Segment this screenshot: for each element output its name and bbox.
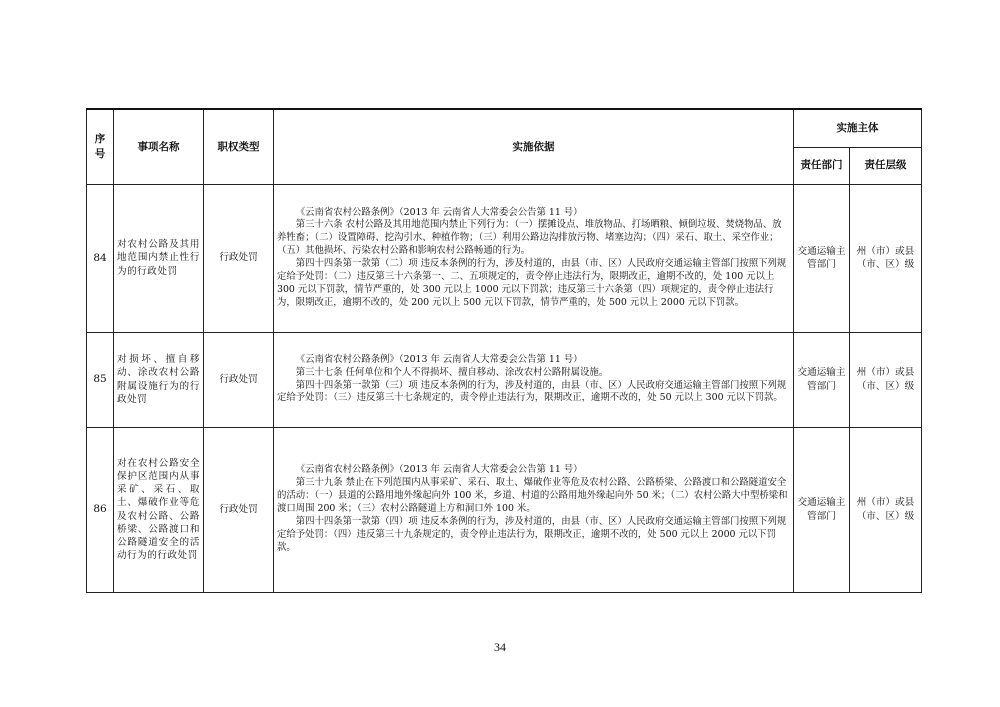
basis-paragraph: 第三十六条 农村公路及其用地范围内禁止下列行为：（一）摆摊设点、堆放物品、打场晒粮、倾倒垃圾、焚烧物品、放养牲畜；（二）设置障碍、挖沟引水、种植作物；（三）利用公路边沟排放污物、堵塞边沟；（四）采石、取土、采空作业；（五）其他损坏、污染农村公路和影响农村公路畅通的行为。 xyxy=(277,219,782,257)
table-row xyxy=(87,427,922,592)
row-basis xyxy=(274,184,794,332)
row-type: 行政处罚 xyxy=(204,184,274,332)
header-seq: 序号 xyxy=(87,109,114,184)
header-type: 职权类型 xyxy=(204,109,274,184)
row-dept: 交通运输主管部门 xyxy=(794,184,850,332)
header-basis: 实施依据 xyxy=(274,109,794,184)
basis-paragraph: 第三十九条 禁止在下列范围内从事采矿、采石、取土、爆破作业等危及农村公路、公路桥梁、公路渡口和公路隧道安全的活动：（一）县道的公路用地外缘起向外 100 米，乡道、村道的公路用地外缘起向外 50 米；（二）农村公路大中型桥梁和渡口周围 200 米；（三）农村公路隧道上方和洞口外 100 米。 xyxy=(277,477,788,515)
row-basis xyxy=(274,427,794,592)
row-seq: 84 xyxy=(87,184,114,332)
authority-table xyxy=(86,108,922,593)
row-seq: 85 xyxy=(87,332,114,427)
row-name: 对农村公路及其用地范围内禁止性行为的行政处罚 xyxy=(114,184,204,332)
page-number: 34 xyxy=(494,640,506,654)
row-level: 州（市）或县（市、区）级 xyxy=(850,427,922,592)
row-level: 州（市）或县（市、区）级 xyxy=(850,332,922,427)
basis-paragraph: 《云南省农村公路条例》（2013 年 云南省人大常委会公告第 11 号） xyxy=(295,464,583,476)
basis-paragraph: 第四十四条第一款第（三）项 违反本条例的行为，涉及村道的，由县（市、区）人民政府交通运输主管部门按照下列规定给予处罚：（三）违反第三十七条规定的，责令停止违法行为，限期改正，逾期不改的，处 50 元以上 300 元以下罚款。 xyxy=(277,379,787,404)
row-name: 对在农村公路安全保护区范围内从事采矿、采石、取土、爆破作业等危及农村公路、公路桥梁、公路渡口和公路隧道安全的活动行为的行政处罚 xyxy=(114,427,204,592)
row-type: 行政处罚 xyxy=(204,427,274,592)
header-name: 事项名称 xyxy=(114,109,204,184)
row-dept: 交通运输主管部门 xyxy=(794,332,850,427)
row-dept: 交通运输主管部门 xyxy=(794,427,850,592)
table-row xyxy=(87,332,922,427)
basis-paragraph: 第四十四条第一款第（二）项 违反本条例的行为，涉及村道的，由县（市、区）人民政府交通运输主管部门按照下列规定给予处罚：（二）违反第三十六条第一、二、五项规定的，责令停止违法行为，限期改正，逾期不改的，处 100 元以上 300 元以下罚款，情节严重的，处 300 元以上 1000 元以下罚款；违反第三十六条第（四）项规定的，责令停止违法行为，限期改正，逾期不改的，处 200 元以上 500 元以下罚款，情节严重的，处 500 元以上 2000 元以下罚款。 xyxy=(277,258,787,308)
header-dept: 责任部门 xyxy=(794,147,850,184)
header-level: 责任层级 xyxy=(850,147,922,184)
table-row xyxy=(87,184,922,332)
row-level: 州（市）或县（市、区）级 xyxy=(850,184,922,332)
row-type: 行政处罚 xyxy=(204,332,274,427)
row-name: 对损坏、擅自移动、涂改农村公路附属设施行为的行政处罚 xyxy=(114,332,204,427)
row-basis xyxy=(274,332,794,427)
basis-paragraph: 《云南省农村公路条例》（2013 年 云南省人大常委会公告第 11 号） xyxy=(295,353,583,365)
basis-paragraph: 第四十四条第一款第（四）项 违反本条例的行为，涉及村道的，由县（市、区）人民政府交通运输主管部门按照下列规定给予处罚：（四）违反第三十九条规定的，责令停止违法行为，限期改正，逾期不改的，处 500 元以上 2000 元以下罚款。 xyxy=(277,515,787,553)
row-seq: 86 xyxy=(87,427,114,592)
basis-paragraph: 第三十七条 任何单位和个人不得损坏、擅自移动、涂改农村公路附属设施。 xyxy=(295,366,609,378)
basis-paragraph: 《云南省农村公路条例》（2013 年 云南省人大常委会公告第 11 号） xyxy=(295,206,583,218)
header-subject: 实施主体 xyxy=(794,109,922,147)
